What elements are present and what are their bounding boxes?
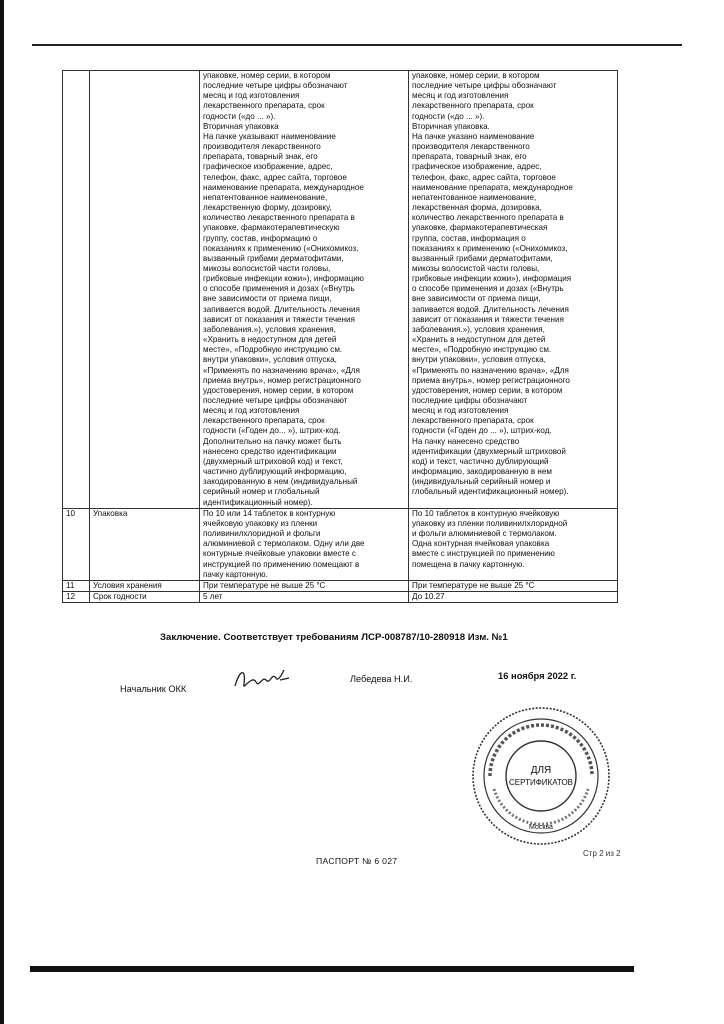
row-number: 10: [63, 508, 90, 580]
row-col1: При температуре не выше 25 °С: [200, 580, 409, 591]
row-name: Срок годности: [90, 591, 200, 602]
conclusion-text: Заключение. Соответствует требованиям ЛСР-008787/10-280918 Изм. №1: [160, 632, 508, 643]
spec-table: [62, 70, 618, 603]
table-row: [63, 71, 618, 509]
row-col2: По 10 таблеток в контурную ячейковую упаковку из пленки поливинилхлоридной и фольги алюминиевой с термолаком. Одна контурная ячейковая упаковка вместе с инструкцией по применению помещена в пачку картонную.: [409, 508, 618, 580]
signer-name: Лебедева Н.И.: [350, 674, 413, 684]
page-number: Стр 2 из 2: [583, 849, 621, 858]
signer-title: Начальник ОКК: [120, 684, 187, 694]
row-col1: 5 лет: [200, 591, 409, 602]
scan-edge: [0, 0, 4, 1024]
row-col2: До 10.27: [409, 591, 618, 602]
stamp-line1: ДЛЯ: [530, 765, 552, 776]
signature: [232, 664, 292, 694]
row-col2: упаковке, номер серии, в котором последние четыре цифры обозначают месяц и год изготовления лекарственного препарата, срок годности («до ... »). Вторичная упаковка. На пачке указано наименование производителя лекарственного препарата, товарный знак, его графическое изображение, адрес, телефон, факс, адрес сайта, торговое наименование препарата, международное непатентованное наименование, лекарственная форма, дозировка, количество лекарственного препарата в упаковке, фармакотерапевтическая группа, состав, информация о показаниях к применению («Онихомикоз, вызванный грибами дерматофитами, микозы волосистой части головы, грибковые инфекции кожи»), информация о способе применения и дозах («Внутрь вне зависимости от приема пищи, запивается водой. Длительность лечения зависит от показания и тяжести течения заболевания.»), условия хранения, «Хранить в недоступном для детей месте», «Подробную инструкцию см. внутри упаковки», условия отпуска, «Применять по назначению врача», «Для приема внутрь», номер регистрационного удостоверения, номер серии, в котором последние цифры обозначают месяц и год изготовления лекарственного препарата, срок годности («Годен до ... »), штрих-код. На пачку нанесено средство идентификации (двухмерный штриховой код) и текст, частично дублирующий информацию, закодированную в нем (индивидуальный серийный номер и глобальный идентификационный номер).: [409, 71, 618, 509]
row-number: 11: [63, 580, 90, 591]
table-row: [63, 580, 618, 591]
row-number: 12: [63, 591, 90, 602]
row-name: [90, 71, 200, 509]
table-row: [63, 508, 618, 580]
certificate-stamp: [470, 705, 612, 847]
stamp-line2: СЕРТИФИКАТОВ: [508, 778, 574, 787]
bottom-rule: [30, 966, 634, 972]
top-rule: [32, 44, 682, 46]
row-col1: По 10 или 14 таблеток в контурную ячейковую упаковку из пленки поливинилхлоридной и фольги алюминиевой с термолаком. Одну или две контурные ячейковые упаковки вместе с инструкцией по применению помещают в пачку картонную.: [200, 508, 409, 580]
row-col2: При температуре не выше 25 °С: [409, 580, 618, 591]
sign-date: 16 ноября 2022 г.: [498, 670, 577, 681]
row-name: Условия хранения: [90, 580, 200, 591]
passport-number: ПАСПОРТ № 6 027: [316, 856, 398, 866]
row-col1: упаковке, номер серии, в котором последние четыре цифры обозначают месяц и год изготовления лекарственного препарата, срок годности («до ... »). Вторичная упаковка На пачке указывают наименование производителя лекарственного препарата, товарный знак, его графическое изображение, адрес, телефон, факс, адрес сайта, торговое наименование препарата, международное непатентованное наименование, лекарственную форму, дозировку, количество лекарственного препарата в упаковке, фармакотерапевтическую группу, состав, информацию о показаниях к применению («Онихомикоз, вызванный грибами дерматофитами, микозы волосистой части головы, грибковые инфекции кожи»), информацию о способе применения и дозах («Внутрь вне зависимости от приема пищи, запивается водой. Длительность лечения зависит от показания и тяжести течения заболевания.»), условия хранения, «Хранить в недоступном для детей месте», «Подробную инструкцию см. внутри упаковки», условия отпуска, «Применять по назначению врача», «Для приема внутрь», номер регистрационного удостоверения, номер серии, в котором последние четыре цифры обозначают месяц и год изготовления лекарственного препарата, срок годности («Годен до... »), штрих-код. Дополнительно на пачку может быть нанесено средство идентификации (двухмерный штриховой код) и текст, частично дублирующий информацию, закодированную в нем (индивидуальный серийный номер и глобальный идентификационный номер).: [200, 71, 409, 509]
row-number: [63, 71, 90, 509]
table-row: [63, 591, 618, 602]
row-name: Упаковка: [90, 508, 200, 580]
stamp-city: Москва: [529, 824, 553, 831]
